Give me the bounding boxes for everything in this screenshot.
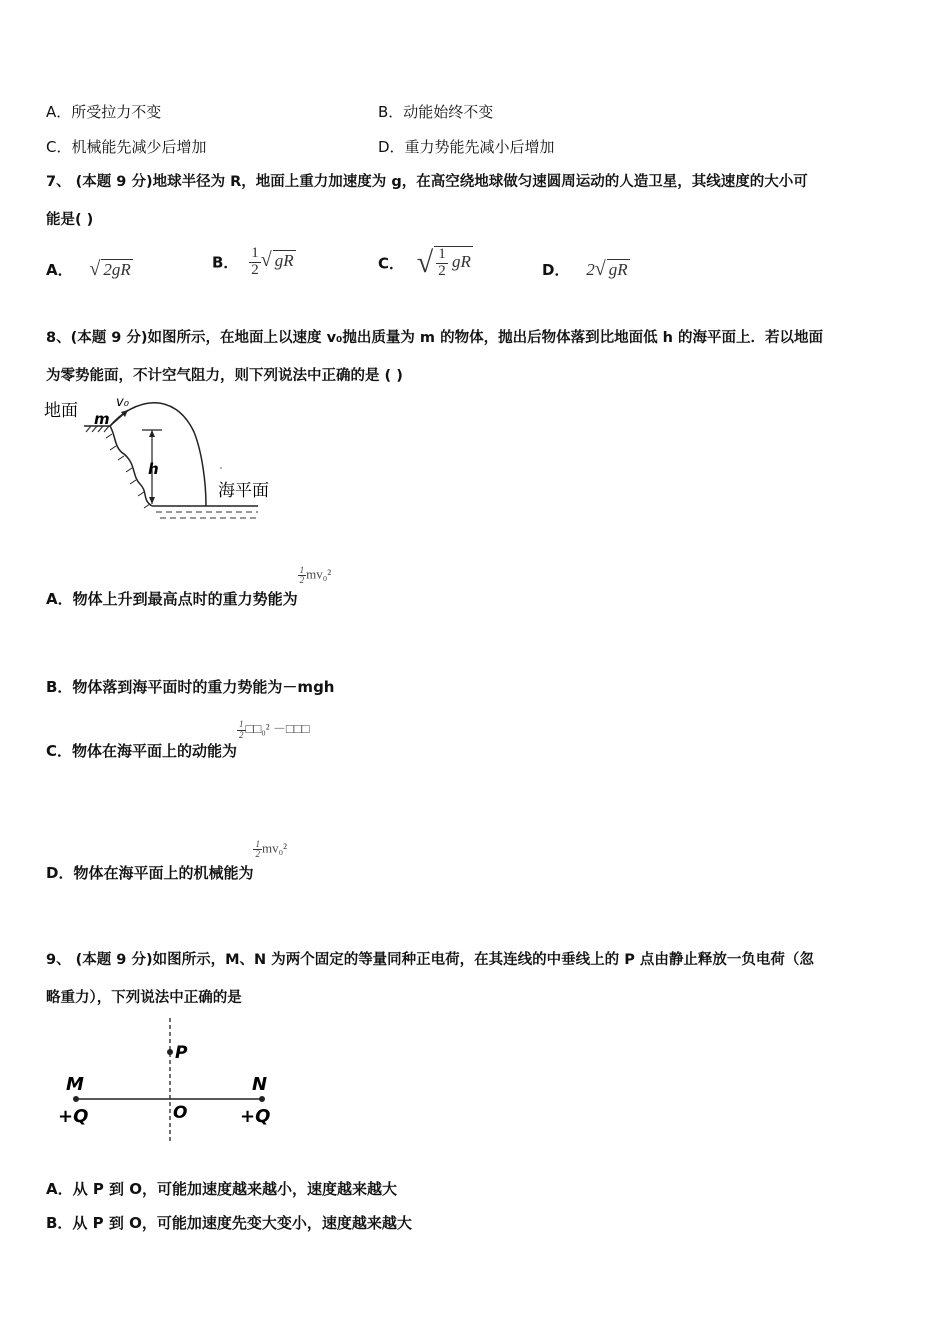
- q6-option-b: B．动能始终不变: [378, 103, 494, 121]
- q7-option-d-expr: 2√ gR: [586, 258, 628, 280]
- q7-option-c-label: C．: [378, 254, 405, 273]
- q6-option-a: A．所受拉力不变: [46, 103, 162, 121]
- charge-n-dot: [259, 1096, 265, 1102]
- q8-option-c: [46, 718, 309, 761]
- q8-option-c-expr-text: □□₀² －□□□: [245, 721, 310, 736]
- q7-option-d-label: D．: [542, 261, 570, 279]
- label-o: O: [173, 1103, 188, 1123]
- q8-option-c-text: C．物体在海平面上的动能为: [46, 742, 238, 760]
- q8-option-a-half-den: 2: [299, 575, 305, 586]
- charge-m-dot: [73, 1096, 79, 1102]
- sea-label: 海平面: [218, 481, 269, 501]
- cliff-face: [110, 426, 152, 506]
- sea-water-lines: [156, 512, 258, 518]
- q7-option-d: [542, 258, 630, 281]
- q7-option-c-den: 2: [438, 263, 446, 279]
- q8-option-a-text: A．物体上升到最高点时的重力势能为: [46, 590, 298, 608]
- q7-option-c-radicand: gR: [452, 252, 471, 272]
- ground-label: 地面: [44, 401, 78, 421]
- label-p: P: [175, 1043, 188, 1063]
- label-n: N: [252, 1074, 268, 1095]
- q8-figure-cliff-projectile: [44, 392, 294, 532]
- q7-option-b-radicand: gR: [274, 251, 294, 271]
- velocity-label: v₀: [116, 395, 129, 410]
- q8-option-d-text: D．物体在海平面上的机械能为: [46, 864, 254, 882]
- height-label: h: [148, 460, 159, 478]
- height-arrow-top: [149, 430, 155, 437]
- q7-option-b-den: 2: [251, 261, 259, 278]
- q9-stem-line2: 略重力），下列说法中正确的是: [46, 990, 242, 1006]
- q8-option-d-expr-text: mv₀²: [261, 840, 287, 856]
- q7-option-b-label: B．: [212, 253, 239, 272]
- charge-right-label: +Q: [240, 1106, 271, 1127]
- point-p-dot: [167, 1049, 173, 1055]
- q8-option-c-half-num: 1: [239, 719, 244, 730]
- q7-option-a: [46, 258, 133, 281]
- q7-option-d-radicand: gR: [608, 260, 628, 279]
- q7-option-b-expr: $\frac{1}{2}$ √ gR: [251, 245, 294, 278]
- q7-option-c: [378, 246, 473, 280]
- q7-option-a-radicand: 2gR: [103, 260, 131, 279]
- q7-option-a-expr: √ 2gR: [89, 258, 131, 280]
- speck: [220, 467, 222, 469]
- q8-stem-line2: 为零势能面，不计空气阻力，则下列说法中正确的是 ( ): [46, 368, 403, 384]
- q7-option-a-label: A．: [46, 261, 73, 279]
- q7-stem-line2: 能是( ): [46, 212, 94, 228]
- q9-option-b: B．从 P 到 O，可能加速度先变大变小，速度越来越大: [46, 1214, 412, 1232]
- q7-option-c-num: 1: [438, 246, 446, 263]
- q6-option-d: D．重力势能先减小后增加: [378, 138, 555, 156]
- cliff-hatch: [106, 434, 150, 508]
- q9-figure-charges: [54, 1014, 294, 1146]
- q8-option-d-half-num: 1: [255, 839, 260, 849]
- q8-stem-line1: 8、(本题 9 分)如图所示，在地面上以速度 v₀抛出质量为 m 的物体，抛出后物体落到比地面低 h 的海平面上．若以地面: [46, 330, 823, 346]
- q7-option-b-num: 1: [251, 245, 259, 261]
- q8-option-a-expr-text: mv₀²: [306, 566, 332, 582]
- q7-option-c-expr: √ $\frac{1}{2}$ gR: [416, 246, 471, 279]
- q8-option-a-expr: [298, 566, 332, 586]
- q8-option-d: [46, 840, 287, 883]
- q8-option-a: [46, 566, 331, 609]
- q8-option-d-expr: [253, 840, 287, 860]
- q8-option-b: B．物体落到海平面时的重力势能为－mgh: [46, 678, 335, 696]
- q9-option-a: A．从 P 到 O，可能加速度越来越小，速度越来越大: [46, 1180, 398, 1198]
- height-arrow-bottom: [149, 497, 155, 504]
- q8-option-a-half-num: 1: [299, 565, 305, 575]
- q7-stem-line1: 7、 (本题 9 分)地球半径为 R，地面上重力加速度为 g，在高空绕地球做匀速圆周运动的人造卫星，其线速度的大小可: [46, 174, 808, 190]
- q8-option-d-half-den: 2: [255, 849, 260, 860]
- charge-left-label: +Q: [58, 1106, 89, 1127]
- mass-label: m: [94, 410, 110, 428]
- q8-option-c-half-den: 2: [239, 729, 244, 740]
- q7-option-d-coef: 2: [586, 260, 595, 279]
- q9-stem-line1: 9、 (本题 9 分)如图所示，M、N 为两个固定的等量同种正电荷，在其连线的中垂线上的 P 点由静止释放一负电荷（忽: [46, 952, 814, 968]
- q7-option-b: [212, 246, 296, 279]
- q6-option-c: C．机械能先减少后增加: [46, 138, 207, 156]
- q8-option-c-expr: [237, 718, 309, 740]
- label-m: M: [66, 1074, 84, 1095]
